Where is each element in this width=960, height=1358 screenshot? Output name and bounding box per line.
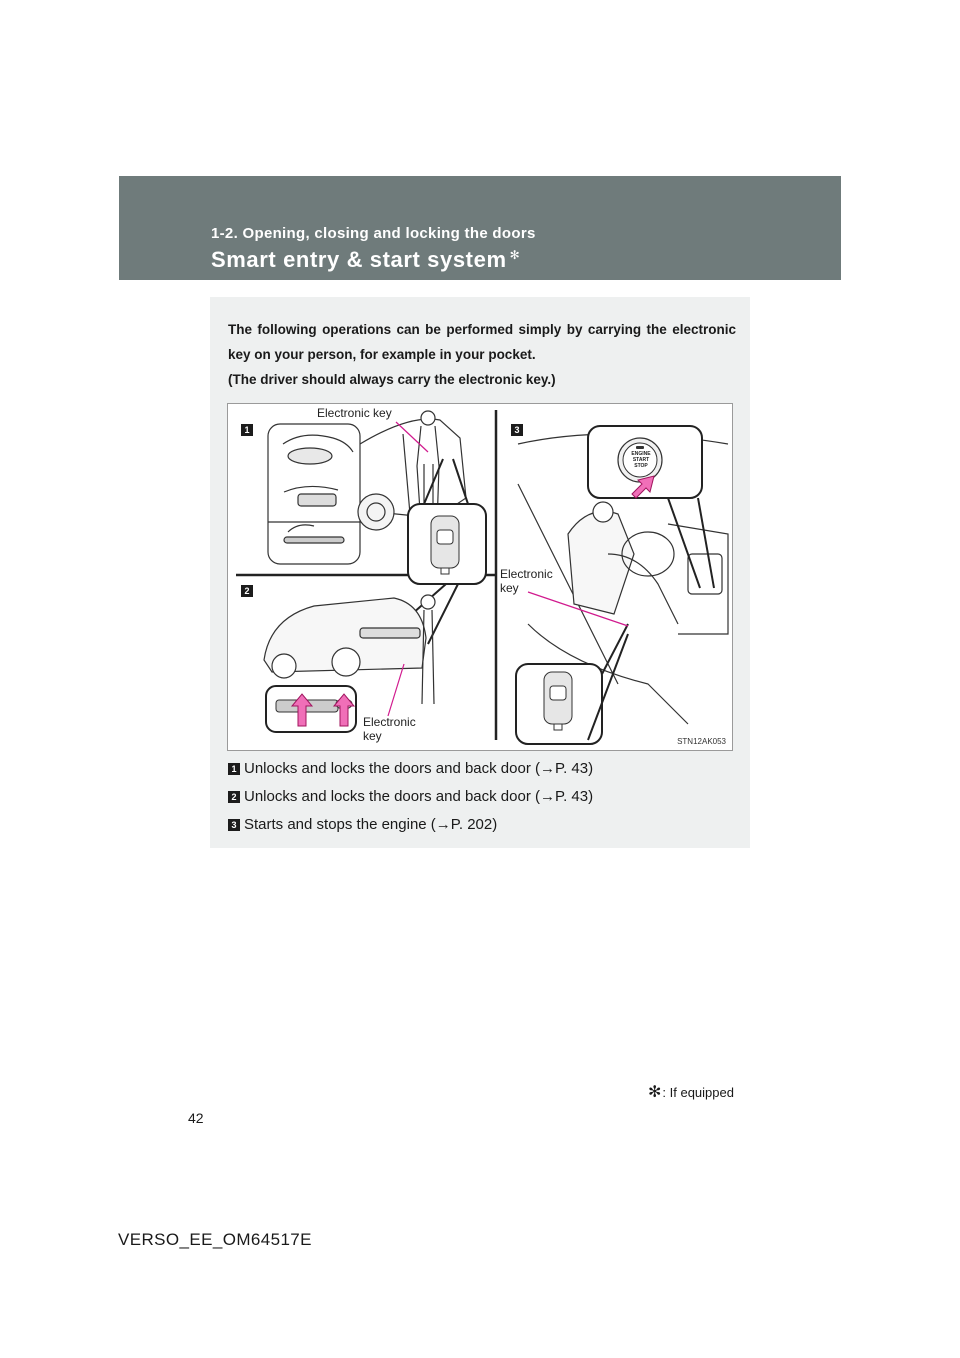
label-electronic-key-right — [500, 567, 553, 595]
item-text: Unlocks and locks the doors and back door (→P. 43) — [244, 760, 594, 777]
intro-line-1: The following operations can be performed simply by carrying the electronic key on your person, for example in your pocket. — [228, 322, 736, 362]
engine-start-stop-text — [624, 451, 658, 469]
intro-text — [228, 317, 736, 392]
item-badge: 1 — [228, 763, 240, 775]
illustration — [227, 403, 733, 751]
footnote-mark: ✻ — [648, 1084, 662, 1101]
page-number: 42 — [188, 1110, 204, 1126]
section-label: 1-2. Opening, closing and locking the doors — [211, 225, 536, 242]
list-item — [228, 787, 738, 815]
page-title — [211, 247, 520, 273]
engine-button-line2: START — [632, 457, 650, 463]
figure-badge-1: 1 — [241, 424, 253, 436]
operations-list — [228, 759, 738, 843]
item-badge: 3 — [228, 819, 240, 831]
label-electronic-key-bottom-line1: Electronic — [363, 715, 416, 729]
page-title-text: Smart entry & start system — [211, 247, 507, 272]
intro-line-2: (The driver should always carry the electronic key.) — [228, 372, 556, 387]
info-box — [210, 297, 750, 848]
item-badge: 2 — [228, 791, 240, 803]
engine-button-line1: ENGINE — [631, 451, 651, 457]
figure-badge-2: 2 — [241, 585, 253, 597]
header-band — [119, 176, 841, 280]
document-code: VERSO_EE_OM64517E — [118, 1230, 312, 1249]
label-electronic-key-bottom-line2: key — [363, 729, 382, 743]
list-item — [228, 759, 738, 787]
list-item — [228, 815, 738, 843]
equipped-mark: ✻ — [509, 247, 521, 262]
footnote — [648, 1082, 734, 1102]
label-electronic-key-top: Electronic key — [317, 406, 392, 420]
engine-button-line3: STOP — [634, 463, 648, 469]
item-text: Starts and stops the engine (→P. 202) — [244, 816, 498, 833]
item-text: Unlocks and locks the doors and back door (→P. 43) — [244, 788, 594, 805]
footnote-text: : If equipped — [662, 1085, 734, 1100]
figure-code: STN12AK053 — [677, 737, 726, 746]
label-electronic-key-bottom — [363, 715, 416, 743]
label-electronic-key-right-line2: key — [500, 581, 519, 595]
figure-badge-3: 3 — [511, 424, 523, 436]
label-electronic-key-right-line1: Electronic — [500, 567, 553, 581]
